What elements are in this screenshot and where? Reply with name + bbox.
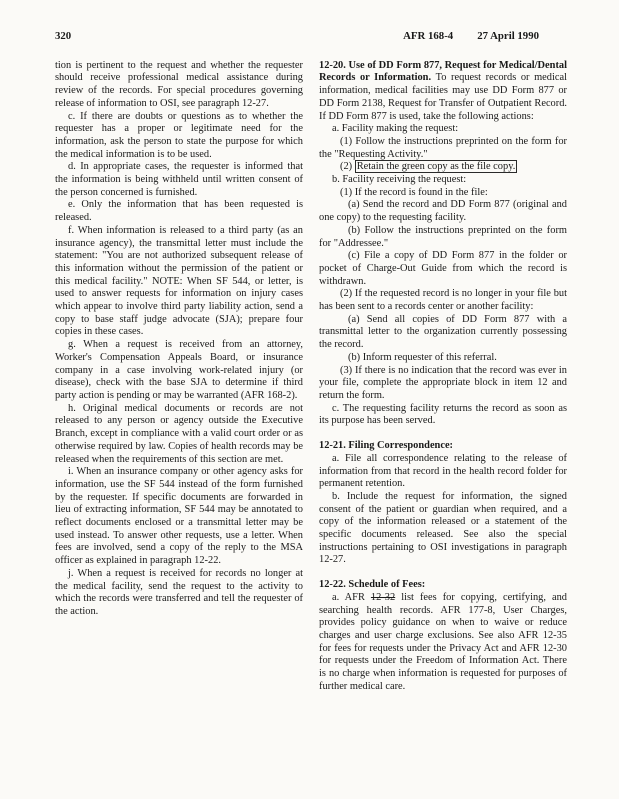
paragraph-text: To request records or medical information, medical facilities may use DD Form 877 or DD Form 2138, Request for Transfer of Outpatient Record. If DD Form 877 is used, take the following actions: [319, 72, 567, 122]
paragraph: (a) Send the record and DD Form 877 (original and one copy) to the requesting facility. [319, 199, 567, 224]
paragraph: (c) File a copy of DD Form 877 in the folder or pocket of Charge-Out Guide from which the record is withdrawn. [319, 250, 567, 287]
paragraph [319, 592, 567, 694]
paragraph: c. The requesting facility returns the record as soon as its purpose has been served. [319, 402, 567, 427]
paragraph: (b) Inform requester of this referral. [348, 351, 497, 363]
paragraph: (1) If the record is found in the file: [340, 186, 488, 198]
paragraph: b. Facility receiving the request: [332, 174, 467, 186]
page-header [55, 30, 567, 43]
paragraph: g. When a request is received from an attorney, Worker's Compensation Appeals Board, or insurance company in a case involving work-related injury (or disease), check with the base SJA to determine if third party action is pending or may be warranted (AFR 168-2). [55, 339, 303, 401]
page-number: 320 [55, 30, 72, 42]
section-heading: 12-21. Filing Correspondence: [319, 440, 454, 452]
paragraph: a. Facility making the request: [332, 123, 459, 135]
left-column [55, 60, 303, 694]
paragraph: h. Original medical documents or records are not released to any person or agency outside the Executive Branch, except in compliance with a valid court order or as otherwise required by law. Copies of health records may be released when the requirements of this section are met. [55, 402, 303, 465]
section-paragraph [319, 60, 567, 124]
struck-text: 12-32 [370, 591, 396, 603]
header-citation [403, 30, 539, 43]
paragraph: (2) If the requested record is no longer in your file but has been sent to a records center or another facility: [319, 288, 567, 313]
right-column [319, 60, 567, 694]
paragraph: e. Only the information that has been requested is released. [55, 199, 303, 224]
paragraph-text: (2) [340, 161, 355, 173]
paragraph: b. Include the request for information, the signed consent of the patient or guardian when required, and a copy of the information released or a statement of the specific documents released. See also the special instructions pertaining to OSI investigations in paragraph 12-27. [319, 490, 567, 566]
boxed-text: Retain the green copy as the file copy. [356, 161, 516, 173]
section-heading: 12-22. Schedule of Fees: [319, 579, 426, 591]
two-column-body [55, 60, 567, 694]
paragraph: a. File all correspondence relating to the release of information from that record in the health record folder for permanent retention. [319, 452, 567, 490]
paragraph: i. When an insurance company or other agency asks for information, use the SF 544 instead of the form furnished by the requester. If specific documents are forwarded in lieu of extracting information, SF 544 may be annotated to reflect documents enclosed or a transmittal letter may be used instead. To answer other requests, use a letter. When fees are involved, send a copy of the reply to the MSA officer as explained in paragraph 12-22. [55, 466, 303, 567]
section-heading: 12-20. Use of DD Form 877, Request for Medical/Dental Records or Information. [319, 59, 567, 84]
paragraph: (a) Send all copies of DD Form 877 with a transmittal letter to the organization currently possessing the record. [319, 313, 567, 351]
paragraph: j. When a request is received for records no longer at the medical facility, send the request to the activity to which the records were transferred and tell the requester of the action. [55, 567, 303, 617]
doc-date: 27 April 1990 [477, 30, 539, 42]
paragraph: d. In appropriate cases, the requester is informed that the information is being withheld until written consent of the person concerned is furnished. [55, 161, 303, 198]
paragraph: (3) If there is no indication that the record was ever in your file, complete the appropriate block in item 12 and return the form. [319, 364, 567, 401]
paragraph-text: a. AFR [332, 591, 371, 603]
paragraph-text: list fees for copying, certifying, and searching health records. AFR 177-8, User Charges, provides policy guidance on when to waive or reduce charges and user charge exclusions. See also AFR 12-35 for fees for requests under the Privacy Act and AFR 12-30 for requests under the Freedom of Information Act. There is no charge when information is requested for purposes of further medical care. [319, 591, 567, 692]
doc-ref: AFR 168-4 [403, 30, 454, 42]
paragraph: (1) Follow the instructions preprinted on the form for the "Requesting Activity." [319, 135, 567, 160]
paragraph: c. If there are doubts or questions as to whether the requester has a proper or legitimate need for the information, ask the person to state the purpose for which the medical information is to be used. [55, 110, 303, 160]
paragraph: (b) Follow the instructions preprinted on the form for "Addressee." [319, 224, 567, 249]
paragraph: f. When information is released to a third party (as an insurance agency), the transmittal letter must include the statement: "You are not authorized subsequent release of this information without the permission of the patient or this medical facility." NOTE: When SF 544, or letter, is used to answer requests for information on injury cases which appear to involve third party liability action, send a copy to base staff judge advocate (SJA); prepare four copies in these cases. [55, 224, 303, 338]
paragraph: tion is pertinent to the request and whether the requester should receive professional medical assistance during review of the records. For special procedures governing release of information to OSI, see paragraph 12-27. [55, 59, 303, 109]
paragraph [319, 161, 567, 174]
